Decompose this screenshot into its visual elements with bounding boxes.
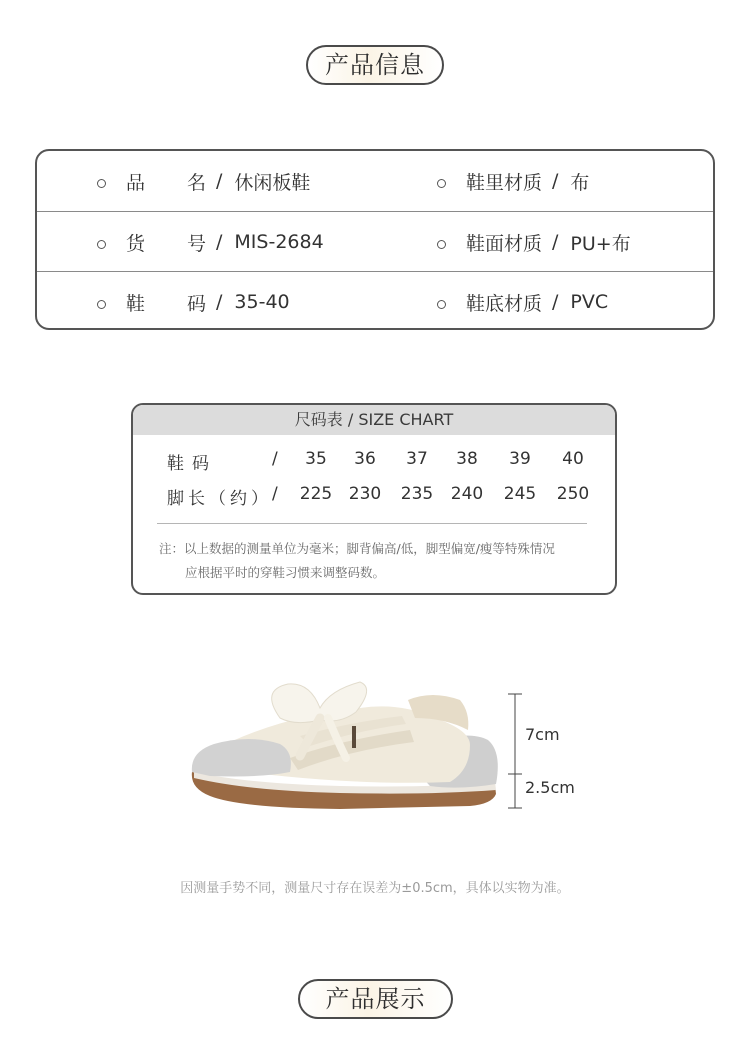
info-value: 休闲板鞋 — [234, 171, 311, 194]
info-label-char: 码 — [186, 292, 206, 315]
separator: / — [272, 449, 278, 469]
separator: / — [552, 231, 559, 253]
size-note-line: 注：以上数据的测量单位为毫米；脚背偏高/低，脚型偏宽/瘦等特殊情况 — [159, 541, 555, 556]
size-cell: 235 — [400, 484, 434, 504]
size-cell: 250 — [556, 484, 590, 504]
info-row — [37, 151, 713, 211]
info-label-char: 名 — [186, 171, 206, 194]
info-label: 鞋底材质 — [466, 292, 543, 315]
info-label — [126, 168, 206, 195]
info-label — [126, 289, 206, 316]
size-note-line: 应根据平时的穿鞋习惯来调整码数。 — [185, 565, 386, 580]
info-cell-left — [97, 272, 290, 330]
info-cell-left — [97, 212, 324, 272]
info-cell-right — [437, 272, 608, 330]
size-cell: 39 — [509, 449, 531, 469]
size-row-shoe-size — [133, 445, 615, 475]
info-value: MIS-2684 — [234, 231, 324, 253]
sole-height-label: 2.5cm — [525, 778, 575, 797]
info-label: 鞋面材质 — [466, 232, 543, 255]
info-cell-right — [437, 212, 631, 272]
bullet-icon — [97, 240, 106, 249]
info-value: 35-40 — [234, 291, 290, 313]
section-title-product-showcase: 产品展示 — [298, 979, 453, 1019]
size-chart — [131, 403, 617, 595]
separator: / — [216, 291, 223, 313]
info-cell-left — [97, 151, 310, 211]
bullet-icon — [97, 179, 106, 188]
size-cell: 40 — [562, 449, 584, 469]
size-row-label: 脚长（约） — [167, 489, 272, 509]
info-label-char: 货 — [126, 232, 146, 255]
info-value: 布 — [570, 171, 590, 194]
section-title-product-info: 产品信息 — [306, 45, 444, 85]
size-cell: 37 — [406, 449, 428, 469]
info-label-char: 号 — [186, 232, 206, 255]
info-cell-right — [437, 151, 589, 211]
bullet-icon — [437, 300, 446, 309]
info-row — [37, 211, 713, 271]
product-info-table — [35, 149, 715, 330]
info-label-char: 鞋 — [126, 292, 146, 315]
size-note — [159, 537, 555, 585]
size-chart-title: 尺码表 / SIZE CHART — [133, 405, 615, 435]
divider — [157, 523, 587, 524]
separator: / — [272, 484, 278, 504]
info-label: 鞋里材质 — [466, 171, 543, 194]
upper-height-label: 7cm — [525, 725, 560, 744]
shoe-illustration — [170, 660, 590, 830]
measurement-disclaimer: 因测量手势不同，测量尺寸存在误差为±0.5cm，具体以实物为准。 — [180, 881, 570, 896]
size-cell: 38 — [456, 449, 478, 469]
bullet-icon — [97, 300, 106, 309]
separator: / — [216, 231, 223, 253]
size-row-label: 鞋码 — [167, 454, 217, 474]
separator: / — [552, 170, 559, 192]
separator: / — [552, 291, 559, 313]
size-cell: 230 — [348, 484, 382, 504]
size-cell: 245 — [503, 484, 537, 504]
info-value: PVC — [570, 291, 609, 313]
size-cell: 240 — [450, 484, 484, 504]
bullet-icon — [437, 179, 446, 188]
size-cell: 225 — [299, 484, 333, 504]
size-cell: 35 — [305, 449, 327, 469]
size-row-foot-length — [133, 480, 615, 510]
separator: / — [216, 170, 223, 192]
size-cell: 36 — [354, 449, 376, 469]
info-label — [126, 229, 206, 256]
info-label-char: 品 — [126, 171, 146, 194]
info-value: PU+布 — [570, 232, 631, 255]
info-row — [37, 271, 713, 330]
bullet-icon — [437, 240, 446, 249]
